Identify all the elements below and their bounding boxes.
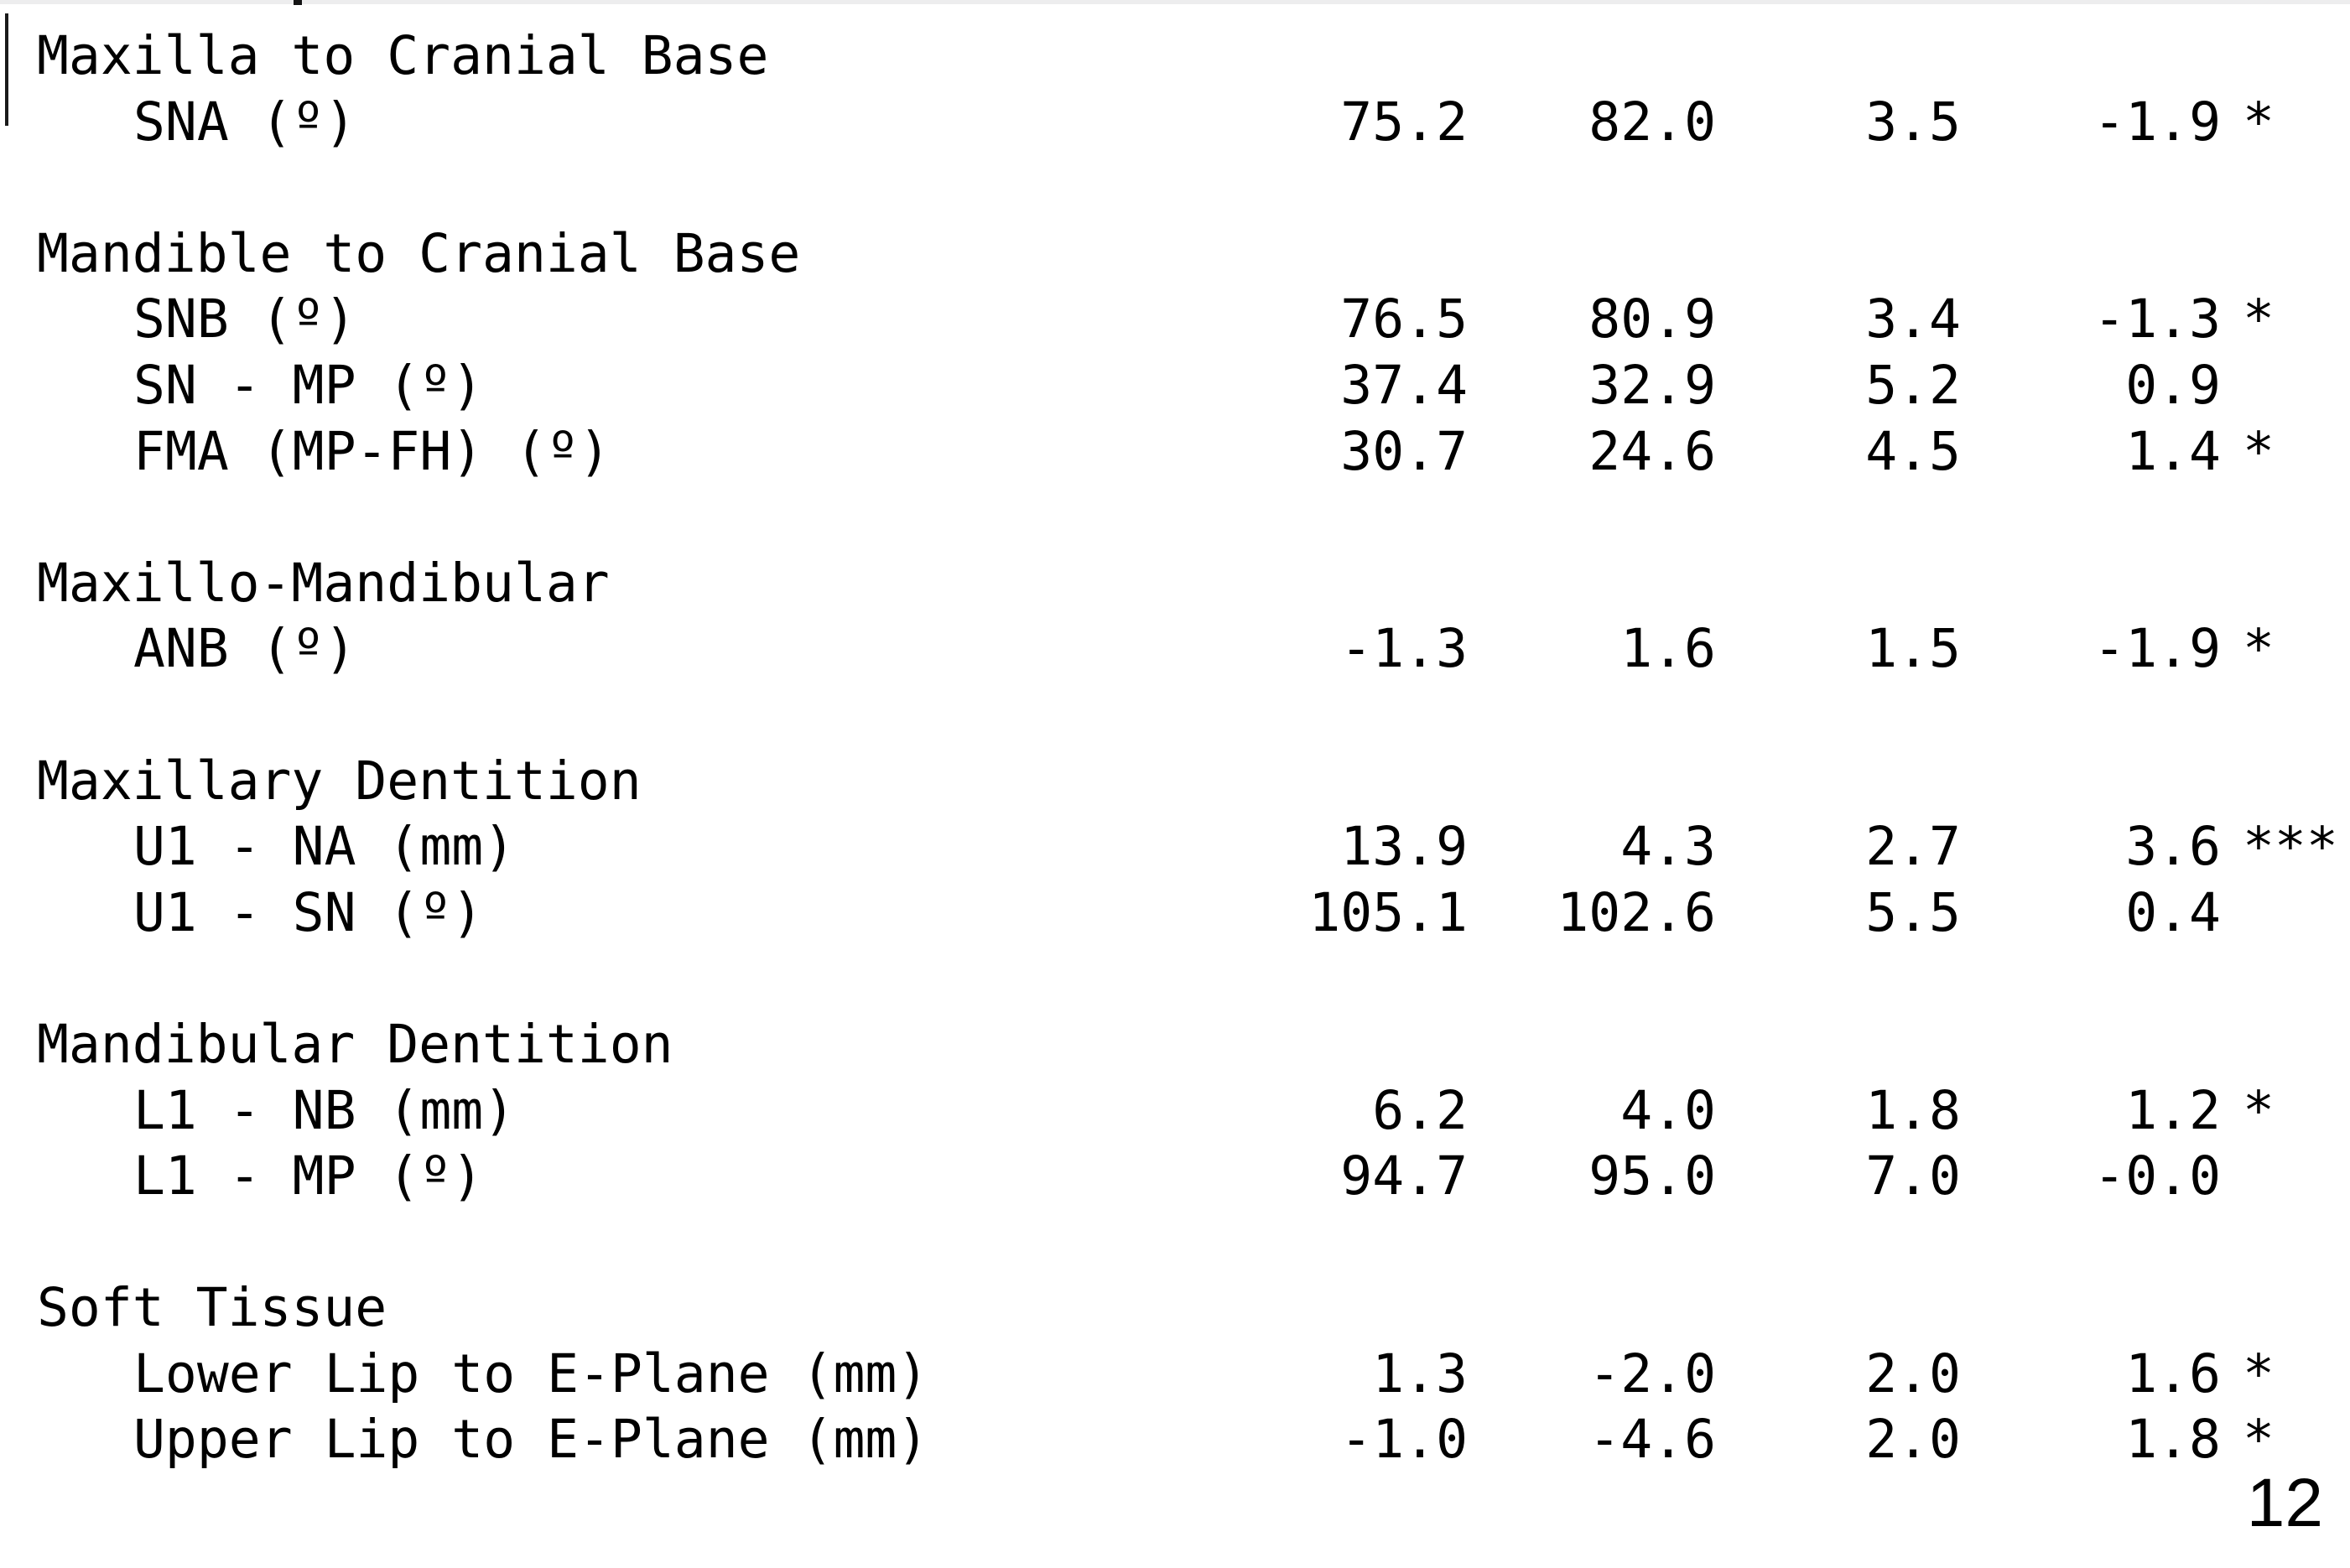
measurement-value: 95.0 (1588, 1145, 1716, 1207)
significance-marker: * (2243, 618, 2275, 680)
measurement-value: -1.9 (2093, 91, 2221, 153)
section-header-label: Mandibular Dentition (37, 1013, 673, 1075)
spacer-line (0, 946, 2350, 1012)
page-number: 12 (2246, 1465, 2323, 1541)
measurement-value: 94.7 (1340, 1145, 1468, 1207)
measurement-value: 4.5 (1865, 420, 1961, 482)
measurement-row (0, 287, 2350, 353)
measurement-value: 76.5 (1340, 288, 1468, 350)
measurement-value: 1.6 (2125, 1342, 2221, 1404)
significance-marker: * (2243, 1409, 2275, 1471)
measurement-value: 5.2 (1865, 354, 1961, 416)
measurement-row (0, 880, 2350, 947)
measurement-value: 1.4 (2125, 420, 2221, 482)
measurement-label: ANB (º) (133, 618, 356, 680)
measurement-row (0, 1078, 2350, 1145)
measurement-value: 2.7 (1865, 816, 1961, 878)
measurement-value: 3.4 (1865, 288, 1961, 350)
measurement-value: 6.2 (1372, 1079, 1468, 1141)
section-header (0, 221, 2350, 288)
measurement-value: -1.3 (2093, 288, 2221, 350)
measurement-value: -4.6 (1588, 1409, 1716, 1471)
cropped-glyph-artifact (294, 0, 302, 5)
measurement-value: 105.1 (1308, 881, 1468, 943)
measurement-value: 1.3 (1372, 1342, 1468, 1404)
measurement-row (0, 1342, 2350, 1408)
section-header-label: Mandible to Cranial Base (37, 222, 801, 284)
section-header (0, 23, 2350, 90)
measurement-value: 5.5 (1865, 881, 1961, 943)
measurement-value: 80.9 (1588, 288, 1716, 350)
measurement-label: SN - MP (º) (133, 354, 484, 416)
section-header (0, 749, 2350, 815)
measurement-value: 4.3 (1620, 816, 1716, 878)
measurement-value: 3.5 (1865, 91, 1961, 153)
measurement-row (0, 1144, 2350, 1210)
measurement-row (0, 90, 2350, 156)
measurement-value: 102.6 (1557, 881, 1716, 943)
significance-marker: * (2243, 1079, 2275, 1141)
measurement-value: -1.9 (2093, 618, 2221, 680)
measurement-row (0, 353, 2350, 419)
measurement-value: 37.4 (1340, 354, 1468, 416)
spacer-line (0, 683, 2350, 749)
measurement-label: SNA (º) (133, 91, 356, 153)
significance-marker: *** (2243, 816, 2338, 878)
measurement-value: 1.8 (1865, 1079, 1961, 1141)
measurement-value: -1.3 (1340, 618, 1468, 680)
measurement-row (0, 419, 2350, 485)
measurement-value: 24.6 (1588, 420, 1716, 482)
measurement-label: L1 - NB (mm) (133, 1079, 516, 1141)
measurement-value: 1.2 (2125, 1079, 2221, 1141)
measurement-label: SNB (º) (133, 288, 356, 350)
section-header-label: Maxillary Dentition (37, 750, 642, 812)
significance-marker: * (2243, 1342, 2275, 1404)
measurement-value: 1.8 (2125, 1409, 2221, 1471)
measurement-value: -2.0 (1588, 1342, 1716, 1404)
spacer-line (0, 155, 2350, 221)
measurement-value: -0.0 (2093, 1145, 2221, 1207)
measurement-value: 30.7 (1340, 420, 1468, 482)
measurement-value: 75.2 (1340, 91, 1468, 153)
section-header-label: Maxilla to Cranial Base (37, 25, 769, 86)
measurement-label: U1 - NA (mm) (133, 816, 516, 878)
measurement-value: 32.9 (1588, 354, 1716, 416)
section-header (0, 1275, 2350, 1342)
measurement-label: Upper Lip to E-Plane (mm) (133, 1409, 929, 1471)
section-header (0, 1012, 2350, 1078)
measurement-label: Lower Lip to E-Plane (mm) (133, 1342, 929, 1404)
measurement-value: 3.6 (2125, 816, 2221, 878)
measurement-row (0, 814, 2350, 880)
measurement-value: 1.5 (1865, 618, 1961, 680)
measurement-value: 0.4 (2125, 881, 2221, 943)
section-header-label: Maxillo-Mandibular (37, 552, 610, 614)
cephalometric-measurements-table (0, 23, 2350, 1473)
measurement-value: 82.0 (1588, 91, 1716, 153)
significance-marker: * (2243, 91, 2275, 153)
spacer-line (0, 1210, 2350, 1276)
measurement-label: L1 - MP (º) (133, 1145, 484, 1207)
section-header (0, 551, 2350, 617)
spacer-line (0, 485, 2350, 551)
measurement-value: 4.0 (1620, 1079, 1716, 1141)
measurement-label: U1 - SN (º) (133, 881, 484, 943)
measurement-row (0, 1407, 2350, 1473)
measurement-value: 13.9 (1340, 816, 1468, 878)
section-header-label: Soft Tissue (37, 1277, 387, 1339)
measurement-value: 0.9 (2125, 354, 2221, 416)
measurement-label: FMA (MP-FH) (º) (133, 420, 611, 482)
measurement-row (0, 616, 2350, 683)
measurement-value: 2.0 (1865, 1342, 1961, 1404)
page-top-edge (0, 0, 2350, 4)
measurement-value: 1.6 (1620, 618, 1716, 680)
measurement-value: 2.0 (1865, 1409, 1961, 1471)
significance-marker: * (2243, 420, 2275, 482)
measurement-value: -1.0 (1340, 1409, 1468, 1471)
measurement-value: 7.0 (1865, 1145, 1961, 1207)
significance-marker: * (2243, 288, 2275, 350)
